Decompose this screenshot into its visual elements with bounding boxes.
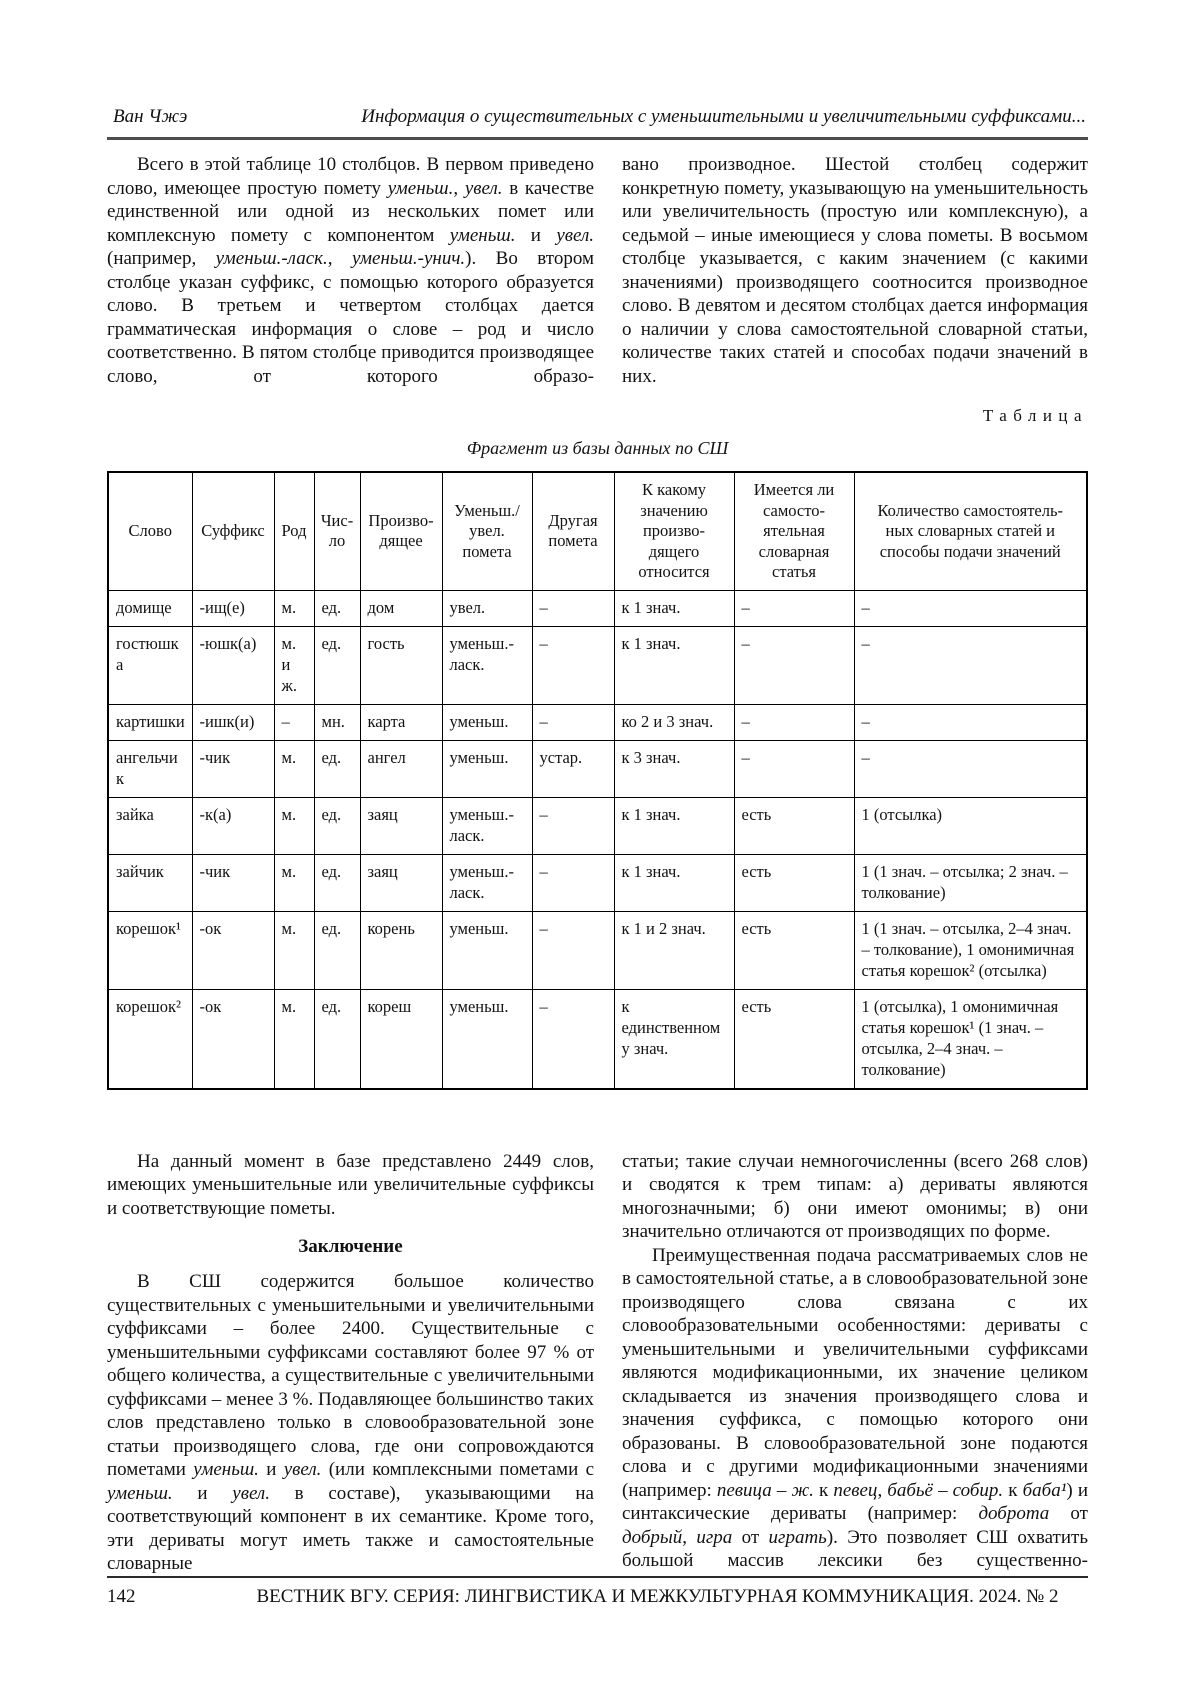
table-cell: – — [734, 740, 854, 797]
italic-term: ж. — [791, 1479, 814, 1501]
text-run: к — [1003, 1479, 1023, 1501]
table-cell: к 1 знач. — [614, 854, 734, 911]
paragraph — [622, 1244, 1088, 1573]
text-run: Всего в этой таблице 10 столбцов. В первом приведено слово, имеющее простую помету — [107, 154, 594, 199]
text-run: (например, — [107, 248, 216, 269]
table-label: Таблица — [982, 406, 1088, 425]
table-cell: – — [854, 704, 1087, 740]
table-row — [108, 626, 1087, 704]
table-cell: – — [532, 590, 614, 626]
table-cell: -ишк(и) — [192, 704, 274, 740]
table-cell: кореш — [360, 989, 442, 1089]
table-cell: уменьш.-ласк. — [442, 797, 532, 854]
table-cell: – — [854, 590, 1087, 626]
table-cell: -ищ(е) — [192, 590, 274, 626]
table-cell: – — [532, 854, 614, 911]
table-cell: к 3 знач. — [614, 740, 734, 797]
table-header-cell: Имеется ли самосто- ятельная словарная статья — [734, 472, 854, 590]
table-cell: -ок — [192, 911, 274, 989]
table-row — [108, 854, 1087, 911]
table-cell: уменьш. — [442, 740, 532, 797]
table-cell: к 1 знач. — [614, 797, 734, 854]
table-cell: к 1 знач. — [614, 590, 734, 626]
table-cell: -ок — [192, 989, 274, 1089]
table-row — [108, 989, 1087, 1089]
running-header — [107, 106, 1088, 140]
table-cell: уменьш.-ласк. — [442, 854, 532, 911]
table-cell: ед. — [314, 989, 360, 1089]
table-cell: м. — [274, 989, 314, 1089]
table-cell: м. — [274, 590, 314, 626]
page-footer — [107, 1576, 1088, 1608]
table-header-cell: Произво- дящее — [360, 472, 442, 590]
table-cell: м. и ж. — [274, 626, 314, 704]
text-run: от — [732, 1526, 769, 1548]
table-cell: ангельчик — [108, 740, 192, 797]
table-cell: заяц — [360, 797, 442, 854]
text-run: , — [327, 248, 352, 269]
table-cell: ангел — [360, 740, 442, 797]
table-cell: есть — [734, 854, 854, 911]
text-run: в составе), указывающими на соответствующий компонент в их семантике. Кроме того, эти дериваты могут иметь также и самостоятельные словарные — [107, 1482, 594, 1574]
table-cell: уменьш. — [442, 989, 532, 1089]
italic-term: уменьш.-ласк. — [215, 248, 328, 269]
text-run: ) и синтаксические дериваты (например: — [622, 1479, 1089, 1524]
italic-term: игра — [696, 1526, 733, 1548]
table-cell: – — [532, 626, 614, 704]
table-header-cell: К какому значению произво- дящего относится — [614, 472, 734, 590]
table-header-cell: Другая помета — [532, 472, 614, 590]
text-run: ). Это позволяет СШ охватить большой массив лексики без существенно- — [622, 1526, 1088, 1571]
table-cell: 1 (отсылка) — [854, 797, 1087, 854]
italic-term: собир. — [952, 1479, 1004, 1501]
text-run: В СШ содержится большое количество существительных с уменьшительными и увеличительными суффиксами – более 2400. Существительные с уменьшительными суффиксами составляют более 97 % от общего количества, а существительные с увеличительными суффиксами – менее 3 %. Подавляющее большинство таких слов представлено только в словообразовательной зоне статьи производящего слова, где они сопровождаются пометами — [107, 1271, 594, 1480]
text-run: , — [453, 177, 465, 199]
table-cell: есть — [734, 989, 854, 1089]
table-cell: м. — [274, 740, 314, 797]
table-cell: м. — [274, 797, 314, 854]
table-header-row — [108, 472, 1087, 590]
text-run: к — [813, 1479, 834, 1501]
table-cell: к единственному знач. — [614, 989, 734, 1089]
table-cell: – — [734, 704, 854, 740]
table-body — [108, 590, 1087, 1089]
italic-term: играть — [768, 1526, 827, 1548]
table-row — [108, 797, 1087, 854]
table-cell: дом — [360, 590, 442, 626]
italic-term: увел. — [464, 177, 503, 199]
page-number: 142 — [107, 1585, 136, 1607]
table-cell: зайчик — [108, 854, 192, 911]
paragraph — [107, 1150, 594, 1221]
italic-term: увел. — [232, 1482, 270, 1504]
table-cell: увел. — [442, 590, 532, 626]
conclusion-right-column — [622, 1150, 1088, 1576]
table-cell: домище — [108, 590, 192, 626]
table-cell: – — [854, 626, 1087, 704]
italic-term: уменьш. — [193, 1459, 259, 1480]
table-cell: -юшк(а) — [192, 626, 274, 704]
table-cell: ед. — [314, 590, 360, 626]
paragraph — [622, 153, 1088, 388]
table-cell: -чик — [192, 740, 274, 797]
italic-term: бабьё — [887, 1479, 933, 1501]
text-run: Преимущественная подача рассматриваемых слов не в самостоятельной статье, а в словообразовательной зоне производящего слова связана с их словообразовательными особенностями: дериваты с уменьшительными и увеличительными суффиксами являются модификационными, их значение целиком складывается из значения производящего слова и значения суффикса, с помощью которого они образованы. В словообразовательной зоне подаются слова и с другими модификационными значениями (например: — [622, 1244, 1088, 1501]
table-row — [108, 911, 1087, 989]
intro-left-column — [107, 153, 594, 388]
author-name: Ван Чжэ — [113, 106, 188, 127]
text-run: и — [258, 1459, 284, 1480]
table-header-cell: Род — [274, 472, 314, 590]
table-cell: – — [532, 989, 614, 1089]
table-cell: ед. — [314, 740, 360, 797]
table-row — [108, 704, 1087, 740]
text-run: , — [682, 1526, 697, 1548]
italic-term: уменьш. — [387, 177, 454, 199]
conclusion-section — [107, 1150, 1088, 1576]
table-cell: карта — [360, 704, 442, 740]
text-run: На данный момент в базе представлено 2449 слов, имеющих уменьшительные или увеличительные суффиксы и соответствующие пометы. — [107, 1150, 594, 1219]
text-run: – — [932, 1479, 953, 1501]
table-cell: – — [532, 911, 614, 989]
table-cell: уменьш.-ласк. — [442, 626, 532, 704]
intro-right-column — [622, 153, 1088, 388]
table-cell: есть — [734, 911, 854, 989]
table-cell: мн. — [314, 704, 360, 740]
italic-term: уменьш.-унич. — [351, 248, 466, 269]
table-caption: Фрагмент из базы данных по СШ — [466, 438, 729, 458]
text-run: и — [172, 1482, 233, 1504]
italic-term: доброта — [978, 1503, 1050, 1524]
text-run: – — [771, 1479, 792, 1501]
table-cell: 1 (отсылка), 1 омонимичная статья корешок¹ (1 знач. – отсылка, 2–4 знач. – толкование) — [854, 989, 1087, 1089]
table-header-cell: Чис- ло — [314, 472, 360, 590]
table-cell: устар. — [532, 740, 614, 797]
table-cell: корешок² — [108, 989, 192, 1089]
italic-term: увел. — [283, 1459, 322, 1480]
text-run: (или комплексными пометами с — [321, 1459, 594, 1480]
table-cell: ед. — [314, 626, 360, 704]
database-fragment-table — [107, 471, 1088, 1090]
table-cell: заяц — [360, 854, 442, 911]
paragraph — [107, 1270, 594, 1576]
table-cell: ед. — [314, 797, 360, 854]
table-header-cell: Уменьш./ увел. помета — [442, 472, 532, 590]
table-cell: – — [854, 740, 1087, 797]
table-cell: зайка — [108, 797, 192, 854]
conclusion-left-column — [107, 1150, 594, 1576]
table-cell: корень — [360, 911, 442, 989]
table-cell: -чик — [192, 854, 274, 911]
text-run: статьи; такие случаи немногочисленны (всего 268 слов) и сводятся к трем типам: а) дериваты являются многозначными; б) они имеют омонимы; в) они значительно отличаются от производящих по форме. — [622, 1150, 1088, 1242]
text-run: ). Во втором столбце указан суффикс, с помощью которого образуется слово. В третьем и четвертом столбцах дается грамматическая информация о слове – род и число соответственно. В пятом столбце приводится производящее слово, от которого образо- — [107, 248, 594, 387]
table-cell: – — [532, 704, 614, 740]
table-cell: ед. — [314, 911, 360, 989]
table-cell: м. — [274, 911, 314, 989]
journal-title: ВЕСТНИК ВГУ. СЕРИЯ: ЛИНГВИСТИКА И МЕЖКУЛЬТУРНАЯ КОММУНИКАЦИЯ. 2024. № 2 — [256, 1585, 1059, 1607]
table-header-cell: Количество самостоятель- ных словарных статей и способы подачи значений — [854, 472, 1087, 590]
table-cell: -к(а) — [192, 797, 274, 854]
text-run: вано производное. Шестой столбец содержит конкретную помету, указывающую на уменьшительность или увеличительность (простую или комплексную), а седьмой – иные имеющиеся у слова пометы. В восьмом столбце указывается, с каким значением (с какими значениями) производящего соотносится производное слово. В девятом и десятом столбцах дается информация о наличии у слова самостоятельной словарной статьи, количестве таких статей и способах подачи значений в них. — [622, 154, 1088, 387]
italic-term: уменьш. — [449, 224, 516, 246]
italic-term: певица — [716, 1479, 772, 1501]
running-title: Информация о существительных с уменьшительными и увеличительными суффиксами... — [361, 106, 1086, 127]
table-cell: уменьш. — [442, 704, 532, 740]
text-run: и — [515, 224, 557, 246]
table-head — [108, 472, 1087, 590]
italic-term: баба¹ — [1022, 1479, 1067, 1501]
italic-term: добрый — [622, 1526, 683, 1548]
table-cell: – — [734, 626, 854, 704]
table-cell: гостюшка — [108, 626, 192, 704]
italic-term: певец — [833, 1479, 878, 1501]
conclusion-heading: Заключение — [298, 1236, 403, 1257]
table-cell: 1 (1 знач. – отсылка, 2–4 знач. – толкование), 1 омонимичная статья корешок² (отсылка) — [854, 911, 1087, 989]
table-cell: м. — [274, 854, 314, 911]
italic-term: увел. — [556, 224, 594, 246]
table-cell: есть — [734, 797, 854, 854]
table-row — [108, 740, 1087, 797]
table-cell: корешок¹ — [108, 911, 192, 989]
table-cell: уменьш. — [442, 911, 532, 989]
table-cell: к 1 и 2 знач. — [614, 911, 734, 989]
table-row — [108, 590, 1087, 626]
table-cell: картишки — [108, 704, 192, 740]
paragraph — [622, 1150, 1088, 1244]
table-cell: – — [734, 590, 854, 626]
table-header-cell: Слово — [108, 472, 192, 590]
table-cell: к 1 знач. — [614, 626, 734, 704]
text-run: от — [1049, 1503, 1088, 1524]
intro-section — [107, 153, 1088, 388]
table-cell: гость — [360, 626, 442, 704]
italic-term: уменьш. — [107, 1482, 173, 1504]
table-cell: – — [532, 797, 614, 854]
table-cell: – — [274, 704, 314, 740]
text-run: , — [877, 1479, 888, 1501]
table-header-cell: Суффикс — [192, 472, 274, 590]
table-cell: 1 (1 знач. – отсылка; 2 знач. – толкование) — [854, 854, 1087, 911]
table-cell: ед. — [314, 854, 360, 911]
table-cell: ко 2 и 3 знач. — [614, 704, 734, 740]
paragraph — [107, 153, 594, 388]
text-run: в качестве единственной или одной из нескольких помет или комплексную помету с компонентом — [107, 177, 595, 246]
